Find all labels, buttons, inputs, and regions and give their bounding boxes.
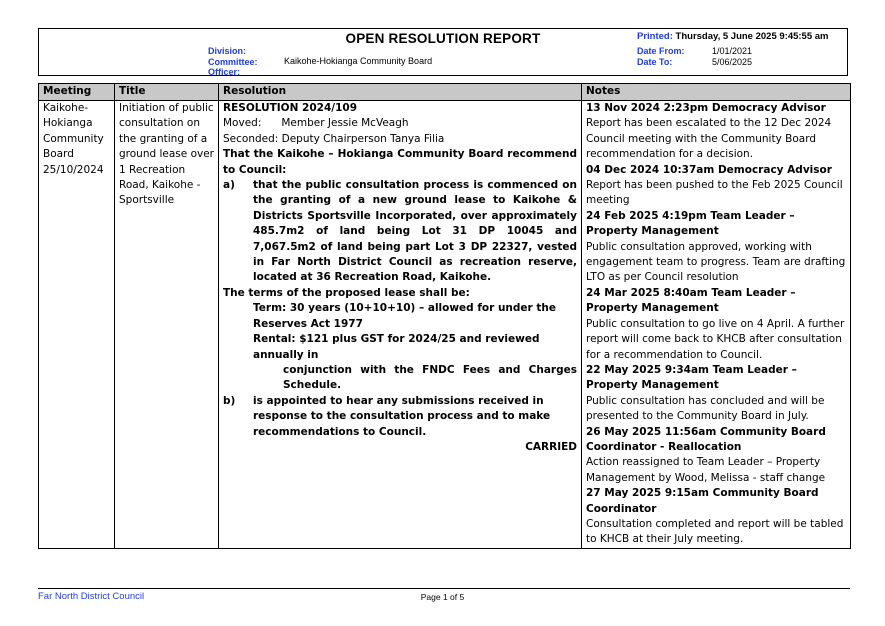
resolution-item-b [223,394,577,440]
note-heading: 13 Nov 2024 2:23pm Democracy Advisor [586,102,826,114]
note-heading: 24 Mar 2025 8:40am Team Leader – Property Management [586,286,796,315]
moved-line [223,116,577,131]
date-from-value: 1/01/2021 [712,46,753,56]
item-b-label: b) [223,394,236,407]
committee-value: Kaikohe-Hokianga Community Board [284,56,433,66]
report-header [38,28,848,76]
title-line: consultation on [119,117,200,130]
footer-page-number: Page 1 of 5 [420,592,465,602]
notes-cell [582,101,851,549]
header-left-labels [208,46,258,78]
title-line: ground lease over [119,148,214,161]
date-to-value: 5/06/2025 [712,56,753,67]
footer-divider [38,588,850,589]
column-header-title: Title [115,84,219,101]
resolution-number: RESOLUTION 2024/109 [223,102,358,114]
lease-rental: Rental: $121 plus GST for 2024/25 and reviewed annually in [253,333,540,361]
meeting-cell [39,101,115,549]
meeting-line: Hokianga [43,117,93,130]
printed-timestamp [637,31,829,42]
item-a-text: that the public consultation process is commenced on the granting of a new ground lease to Kaikohe & Districts Sportsville Incorporated, over approximately 485.7m2 of land being Lot 31 DP 10045 and 7,067.5m2 of land being part Lot 3 DP 22327, vested in Far North District Council as recreation reserve, located at 36 Recreation Road, Kaikohe. [253,179,577,284]
resolution-intro: That the Kaikohe – Hokianga Community Board recommend to Council: [223,148,577,176]
header-date-labels [637,46,685,67]
terms-heading: The terms of the proposed lease shall be: [223,286,470,299]
officer-label: Officer: [208,67,241,77]
resolution-item-a [223,178,577,286]
note-heading: 04 Dec 2024 10:37am Democracy Advisor [586,163,832,176]
note-body: Public consultation to go live on 4 April. A further report will come back to KHCB after consultation for a recommendation to Council. [586,317,845,361]
meeting-line: Board [43,148,74,161]
printed-value: Thursday, 5 June 2025 9:45:55 am [675,31,829,42]
note-heading: 22 May 2025 9:34am Team Leader – Property Management [586,363,797,392]
printed-label: Printed: [637,31,673,42]
note-body: Action reassigned to Team Leader – Property Management by Wood, Melissa - staff change [586,456,826,484]
committee-label: Committee: [208,56,258,67]
date-from-label: Date From: [637,46,685,56]
title-line: the granting of a [119,132,208,145]
moved-value: Member Jessie McVeagh [281,117,409,130]
lease-term: Term: 30 years (10+10+10) – allowed for under the Reserves Act 1977 [253,302,556,330]
seconded-line: Seconded: Deputy Chairperson Tanya Filia [223,132,445,145]
meeting-line: Kaikohe- [43,102,89,114]
note-body: Report has been escalated to the 12 Dec 2024 Council meeting with the Community Board recommendation for a decision. [586,117,832,161]
resolution-table [38,83,851,549]
note-body: Public consultation approved, working with engagement team to progress. Team are drafting LTO as per Council resolution [586,240,846,284]
meeting-line: Community [43,132,104,145]
note-heading: 27 May 2025 9:15am Community Board Coordinator [586,487,819,515]
division-label: Division: [208,46,247,56]
carried-status: CARRIED [525,440,577,453]
note-body: Public consultation has concluded and will be presented to the Community Board in July. [586,394,825,423]
title-line: Sportsville [119,194,175,207]
date-to-label: Date To: [637,56,673,67]
footer-organization: Far North District Council [38,591,145,602]
item-b-text: is appointed to hear any submissions received in response to the consultation process and to make recommendations to Council. [253,394,551,438]
lease-rental-continued: conjunction with the FNDC Fees and Charges Schedule. [283,363,577,392]
table-row [39,101,851,549]
column-header-resolution: Resolution [219,84,582,101]
item-a-label: a) [223,179,235,192]
report-title: OPEN RESOLUTION REPORT [345,31,541,46]
title-line: 1 Recreation [119,163,186,176]
note-body: Report has been pushed to the Feb 2025 Council meeting [586,179,843,207]
title-line: Road, Kaikohe - [119,179,201,192]
title-cell [115,101,219,549]
title-line: Initiation of public [119,102,214,114]
note-heading: 26 May 2025 11:56am Community Board Coordinator - Reallocation [586,425,826,453]
note-body: Consultation completed and report will be tabled to KHCB at their July meeting. [586,517,844,546]
table-header-row [39,84,851,101]
moved-label: Moved: [223,117,262,130]
meeting-date: 25/10/2024 [43,163,104,176]
column-header-meeting: Meeting [39,84,115,101]
column-header-notes: Notes [582,84,851,101]
header-date-values [712,46,752,67]
resolution-cell [219,101,582,549]
note-heading: 24 Feb 2025 4:19pm Team Leader – Property Management [586,209,795,238]
